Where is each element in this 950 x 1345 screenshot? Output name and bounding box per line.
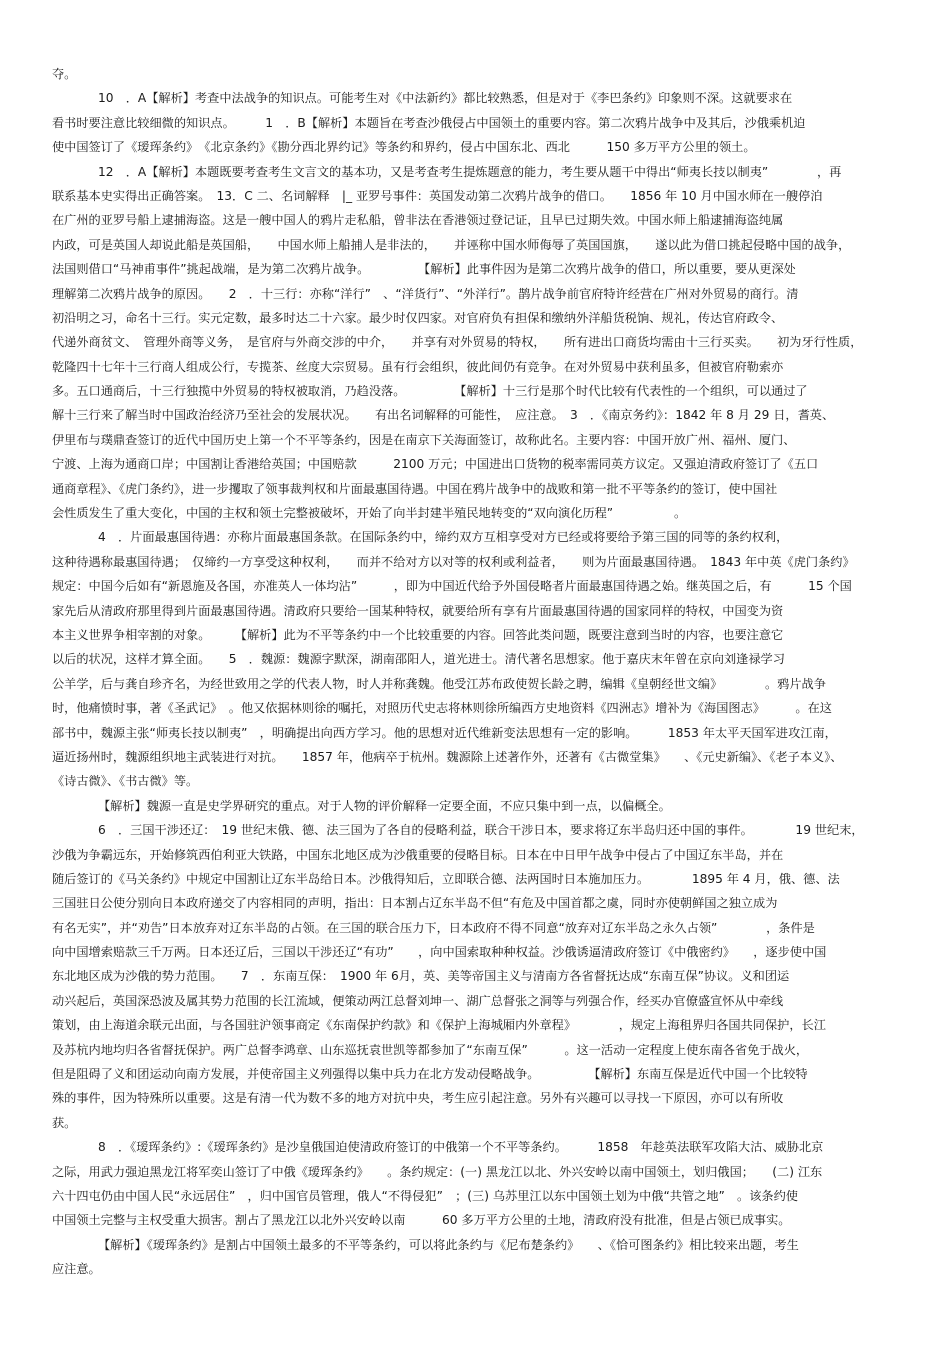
text-line: 6 ．三国干涉还辽： 19 世纪末俄、德、法三国为了各自的侵略利益，联合干涉日本，要求将辽东半岛归还中国的事件。 19 世纪末， (98, 823, 864, 838)
text-line: 联系基本史实得出正确答案。 13．C 二、名词解释 |_ 亚罗号事件：英国发动第二次鸦片战争的借口。 1856 年 10 月中国水师在一艘停泊 (52, 188, 823, 203)
text-line: 六十四屯仍由中国人民“永远居住” ，归中国官员管理，俄人“不得侵犯” ；(三) 乌苏里江以东中国领土划为中俄“共管之地” 。该条约使 (52, 1188, 798, 1203)
text-line: 三国驻日公使分别向日本政府递交了内容相同的声明，指出：日本割占辽东半岛不但“有危及中国首都之虞，同时亦使朝鲜国之独立成为 (52, 896, 778, 911)
text-line: 东北地区成为沙俄的势力范围。 7 ．东南互保： 1900 年 6月，英、美等帝国主义与清南方各省督抚达成“东南互保”协议。义和团运 (52, 969, 790, 984)
text-line: 以后的状况，这样才算全面。 5 ．魏源：魏源字默深，湖南邵阳人，道光进士。清代著名思想家。他于嘉庆末年曾在京向刘逢禄学习 (52, 652, 785, 667)
text-line: 向中国增索赔款三千万两。日本还辽后，三国以干涉还辽“有功” ，向中国索取种种权益。沙俄诱逼清政府签订《中俄密约》 ，逐步使中国 (52, 945, 827, 960)
text-line: 本主义世界争相宰割的对象。 【解析】此为不平等条约中一个比较重要的内容。回答此类问题，既要注意到当时的内容，也要注意它 (52, 627, 784, 642)
text-line: 策划，由上海道余联元出面，与各国驻沪领事商定《东南保护约款》和《保护上海城厢内外章程》 ，规定上海租界归各国共同保护，长江 (52, 1018, 826, 1033)
text-line: 【解析】魏源一直是史学界研究的重点。对于人物的评价解释一定要全面，不应只集中到一点，以偏概全。 (98, 798, 671, 813)
text-line: 会性质发生了重大变化，中国的主权和领土完整被破坏，开始了向半封建半殖民地转变的“双向演化历程” 。 (52, 506, 687, 521)
text-line: 代递外商贫文、 管理外商等义务， 是官府与外商交涉的中介， 并享有对外贸易的特权， 所有进出口商货均需由十三行买卖。 初为牙行性质， (52, 335, 863, 350)
text-line: 在广州的亚罗号船上逮捕海盗。这是一艘中国人的鸦片走私船，曾非法在香港领过登记证，且早已过期失效。中国水师上船逮捕海盗纯属 (52, 213, 784, 228)
text-line: 宁渡、上海为通商口岸；中国割让香港给英国；中国赔款 2100 万元；中国进出口货物的税率需同英方议定。又强迫清政府签订了《五口 (52, 457, 819, 472)
text-line: 解十三行来了解当时中国政治经济乃至社会的发展状况。 有出名词解释的可能性， 应注意。 3 ．《南京务约》：1842 年 8 月 29 日，耆英、 (52, 408, 835, 423)
text-line: 夺。 (52, 67, 77, 81)
text-line: 10 ．A【解析】考查中法战争的知识点。可能考生对《中法新约》都比较熟悉，但是对于《李巴条约》印象则不深。这就要求在 (98, 91, 793, 106)
text-line: 时，他痛愤时事，著《圣武记》 。他又依据林则徐的嘱托，对照历代史志将林则徐所编西方史地资料《四洲志》增补为《海国图志》 。在这 (52, 701, 832, 716)
text-line: 殊的事件，因为特殊所以重要。这是有清一代为数不多的地方对抗中央，考生应引起注意。另外有兴趣可以寻找一下原因，亦可以有所收 (52, 1091, 784, 1106)
text-line: 公羊学，后与龚自珍齐名，为经世致用之学的代表人物，时人并称龚魏。他受江苏布政使贺长龄之聘，编辑《皇朝经世文编》 。鸦片战争 (52, 676, 826, 691)
text-line: 这种待遇称最惠国待遇； 仅缔约一方享受这种权利， 而并不给对方以对等的权利或利益者， 则为片面最惠国待遇。 1843 年中英《虎门条约》 (52, 554, 855, 569)
text-line: 初沿明之习，命名十三行。实元定数，最多时达二十六家。最少时仅四家。对官府负有担保和缴纳外洋船货税饷、规礼，传达官府政令、 (52, 310, 784, 325)
text-line: 8 ．《瑷珲条约》:《瑷珲条约》是沙皇俄国迫使清政府签订的中俄第一个不平等条约。 1858 年趁英法联军攻陷大沽、威胁北京 (98, 1140, 824, 1155)
text-line: 乾隆四十七年十三行商人组成公行，专揽茶、丝度大宗贸易。虽有行会组织，彼此间仍有竞争。在对外贸易中获利虽多，但被官府勒索亦 (52, 359, 784, 374)
text-line: 看书时要注意比较细微的知识点。 1 ．B【解析】本题旨在考查沙俄侵占中国领土的重要内容。第二次鸦片战争中及其后，沙俄乘机迫 (52, 115, 806, 130)
text-line: 内政，可是英国人却说此船是英国船， 中国水师上船捕人是非法的， 并诬称中国水师侮辱了英国国旗， 遂以此为借口挑起侵略中国的战争， (52, 237, 851, 252)
text-line: 部书中，魏源主张“师夷长技以制夷” ，明确提出向西方学习。他的思想对近代维新变法思想有一定的影响。 1853 年太平天国军进攻江南， (52, 725, 837, 740)
text-line: 及苏杭内地均归各省督抚保护。两广总督李鸿章、山东巡抚袁世凯等都参加了“东南互保” 。这一活动一定程度上使东南各省免于战火， (52, 1042, 809, 1057)
text-line: 使中国签订了《瑷珲条约》 《北京条约》《勘分西北界约记》等条约和界约，侵占中国东北、西北 150 多万平方公里的领土。 (52, 140, 756, 155)
text-line: 法国则借口“马神甫事件”挑起战端，是为第二次鸦片战争。 【解析】此事件因为是第二次鸦片战争的借口，所以重要，要从更深处 (52, 262, 796, 277)
text-line: 伊里布与璞鼎查签订的近代中国历史上第一个不平等条约，因是在南京下关海面签订，故称此名。主要内容：中国开放广州、福州、厦门、 (52, 432, 796, 447)
text-line: 中国领土完整与主权受重大损害。割占了黑龙江以北外兴安岭以南 60 多万平方公里的土地，清政府没有批准，但是占领已成事实。 (52, 1213, 791, 1228)
text-line: 随后签订的《马关条约》中规定中国割让辽东半岛给日本。沙俄得知后，立即联合德、法两国时日本施加压力。 1895 年 4 月，俄、德、法 (52, 871, 840, 886)
text-line: 12 ．A【解析】本题既要考查考生文言文的基本功，又是考查考生提炼题意的能力，考生要从题干中得出“师夷长技以制夷” ，再 (98, 164, 842, 179)
text-line: 理解第二次鸦片战争的原因。 2 ．十三行：亦称“洋行” 、“洋货行”、“外洋行”。鹊片战争前官府特许经营在广州对外贸易的商行。清 (52, 286, 799, 301)
text-line: 家先后从清政府那里得到片面最惠国待遇。清政府只要给一国某种特权，就要给所有享有片面最惠国待遇的国家同样的特权，中国变为资 (52, 603, 784, 618)
text-line: 《诗古微》、《书古微》等。 (52, 774, 199, 789)
text-line: 动兴起后，英国深恐波及属其势力范围的长江流域，便策动两江总督刘坤一、湖广总督张之洞等与列强合作，经买办官僚盛宣怀从中牵线 (52, 993, 784, 1008)
text-line: 规定：中国今后如有“新恩施及各国，亦准英人一体均沾” ，即为中国近代给予外国侵略者片面最惠国待遇之始。继英国之后，有 15 个国 (52, 579, 852, 594)
text-line: 有名无实”，并“劝告”日本放弃对辽东半岛的占领。在三国的联合压力下，日本政府不得不同意“放弃对辽东半岛之永久占领” ，条件是 (52, 920, 815, 935)
text-line: 沙俄为争霸远东，开始修筑西伯利亚大铁路，中国东北地区成为沙俄重要的侵略目标。日本在中日甲午战争中侵占了中国辽东半岛，并在 (52, 847, 784, 862)
text-line: 多。五口通商后，十三行独揽中外贸易的特权被取消，乃趋没落。 【解析】十三行是那个时代比较有代表性的一个组织，可以通过了 (52, 384, 808, 399)
text-line: 4 ．片面最惠国待遇：亦称片面最惠国条款。在国际条约中，缔约双方互相享受对方已经或将要给予第三国的同等的条约权利， (98, 530, 789, 545)
text-line: 应注意。 (52, 1262, 101, 1277)
text-line: 之际，用武力强迫黑龙江将军奕山签订了中俄《瑷珲条约》 。条约规定：(一) 黑龙江以北、外兴安岭以南中国领土，划归俄国； (二) 江东 (52, 1164, 823, 1179)
text-line: 逼近扬州时，魏源组织地主武装进行对抗。 1857 年，他病卒于杭州。魏源除上述著作外，还著有《古微堂集》 、《元史新编》、《老子本义》、 (52, 749, 843, 764)
text-line: 通商章程》、《虎门条约》，进一步攫取了领事裁判权和片面最惠国待遇。中国在鸦片战争中的战败和第一批不平等条约的签订，使中国社 (52, 481, 778, 496)
text-line: 获。 (52, 1115, 77, 1130)
text-line: 【解析】《瑷珲条约》是割占中国领土最多的不平等条约，可以将此条约与《尼布楚条约》 、《恰可图条约》相比较来出题，考生 (98, 1237, 799, 1252)
text-line: 但是阻碍了义和团运动向南方发展，并使帝国主义列强得以集中兵力在北方发动侵略战争。 【解析】东南互保是近代中国一个比较特 (52, 1067, 808, 1082)
